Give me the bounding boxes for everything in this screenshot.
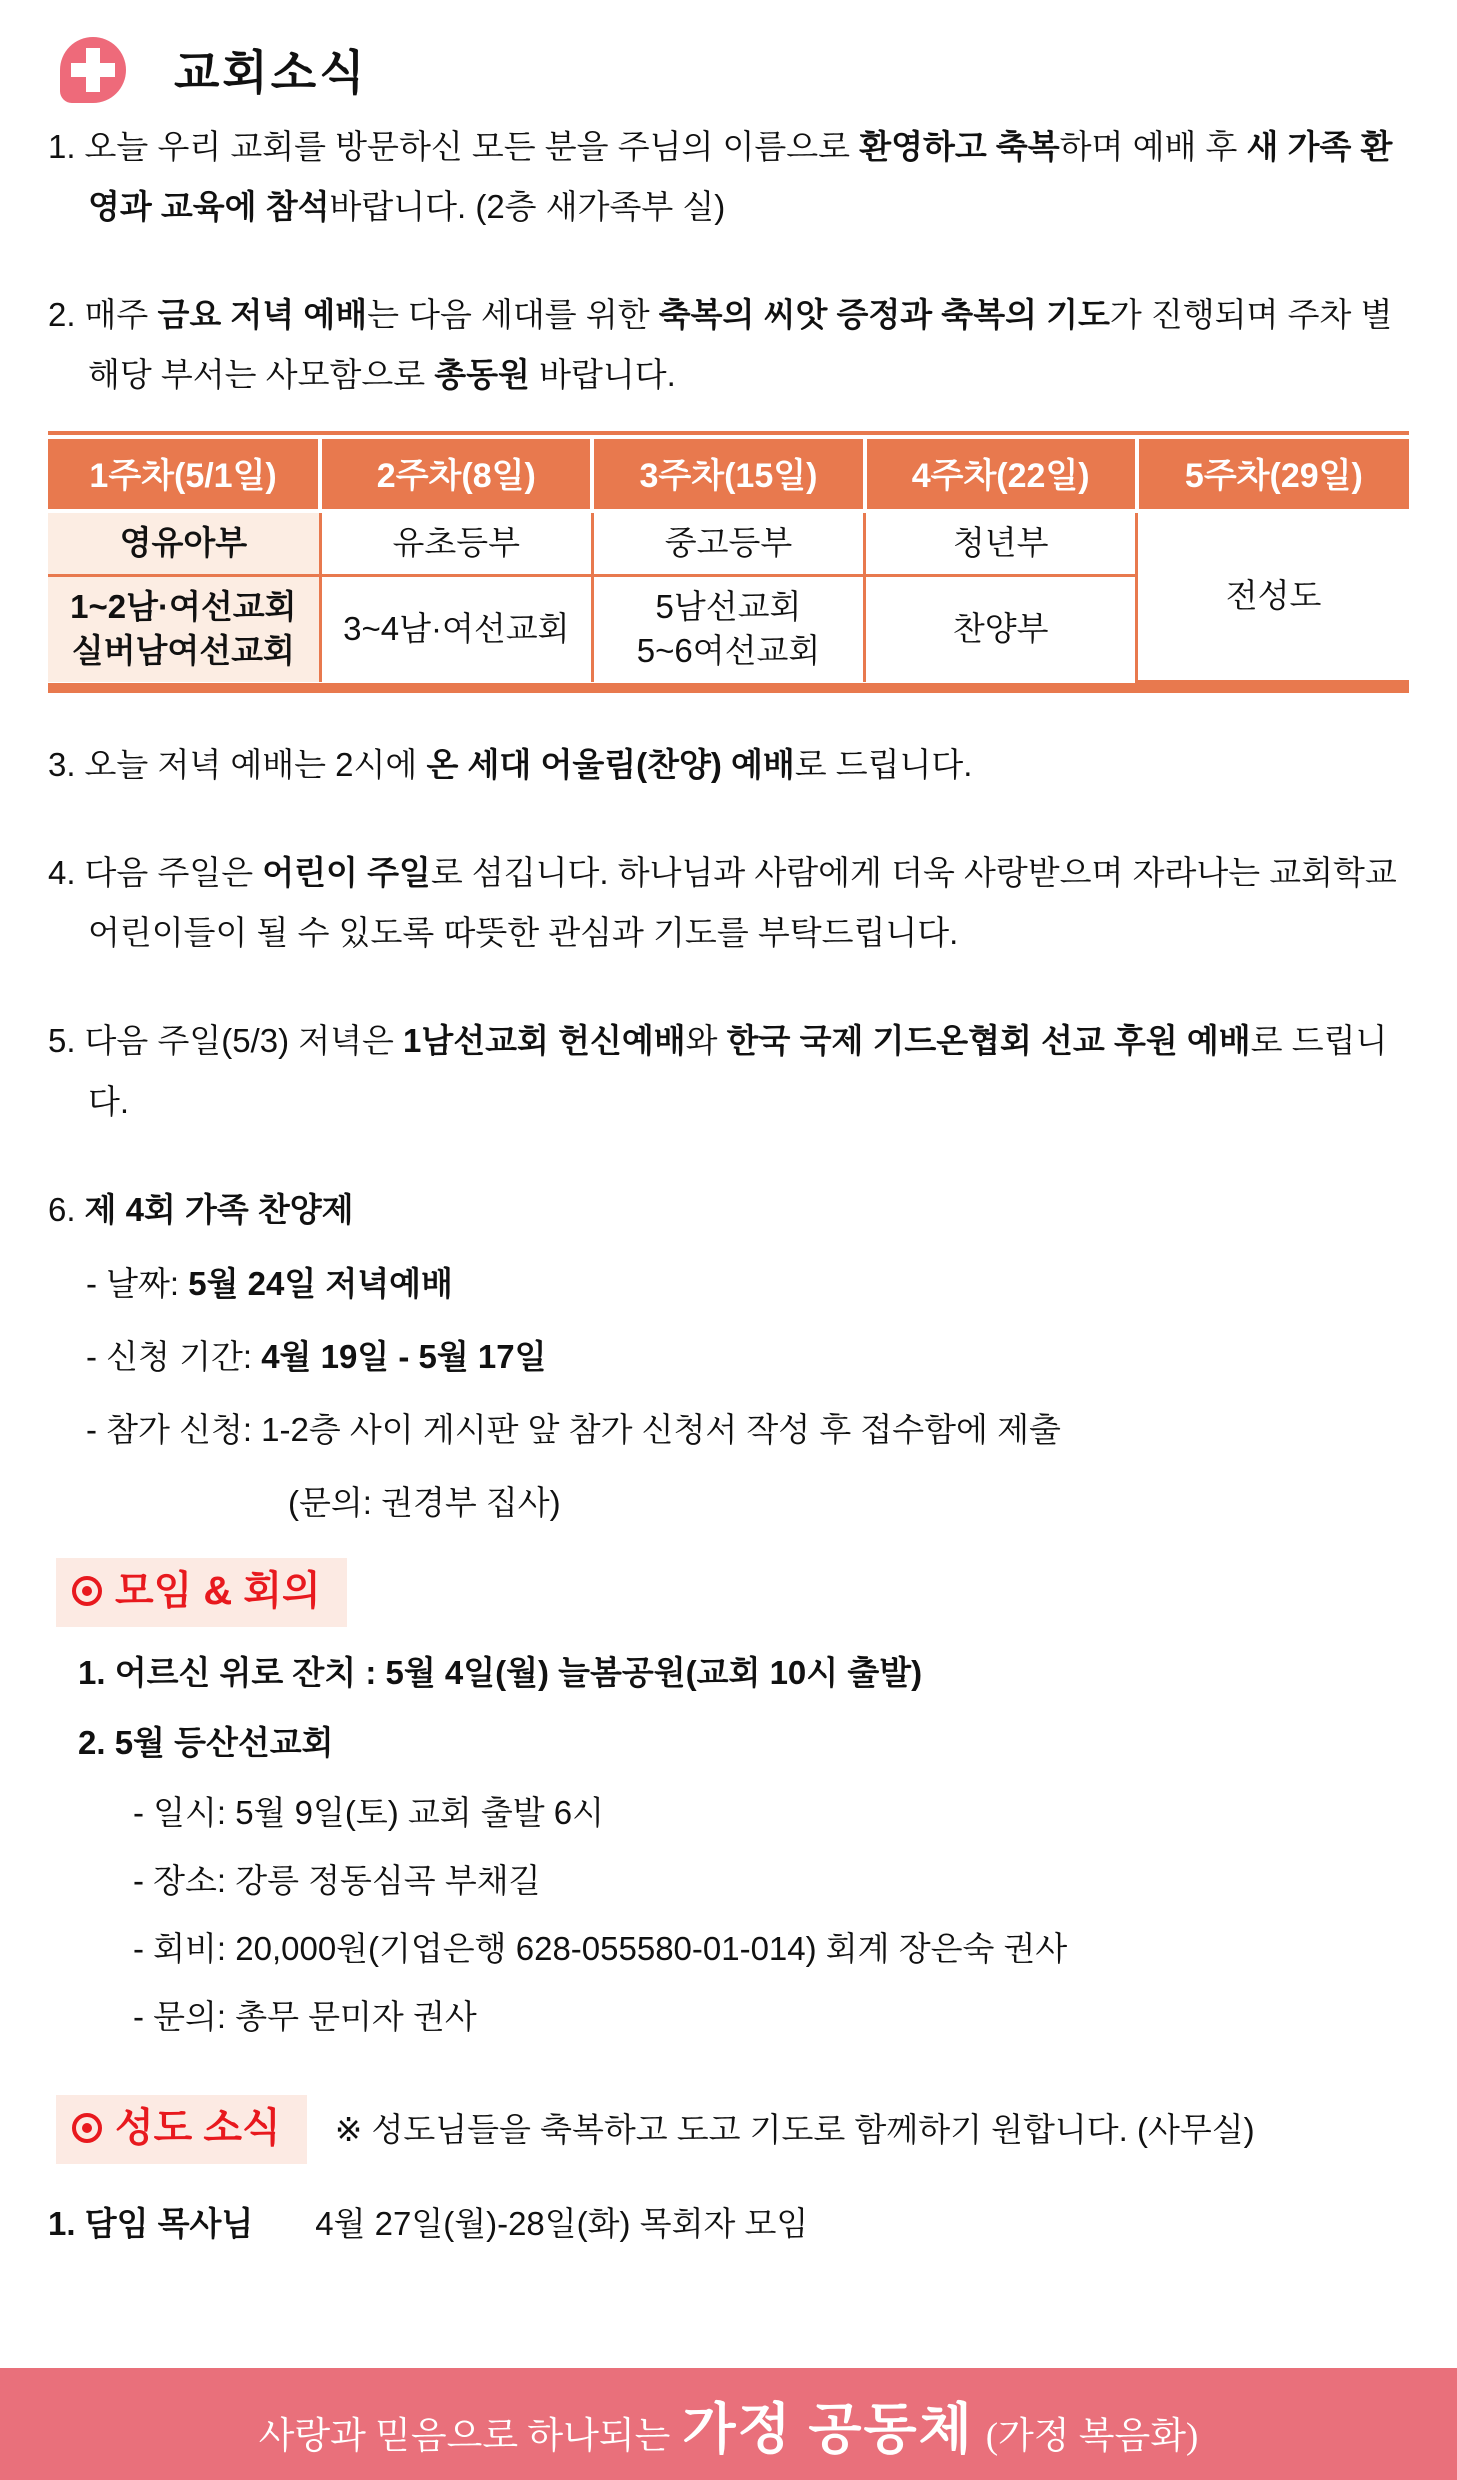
text-segment: 가 진행되며 주차 별 해당 부서는 사모함으로	[88, 296, 1393, 394]
meetings-heading-label: 모임 & 회의	[115, 1568, 321, 1613]
church-news-header	[60, 36, 1409, 103]
detail-inquiry	[48, 1473, 1409, 1533]
item-number: 2.	[48, 296, 76, 334]
text-segment: 로 드립니다.	[88, 1022, 1388, 1120]
table-cell: 1~2남·여선교회 실버남여선교회	[48, 575, 320, 682]
item-text	[85, 1191, 354, 1228]
text-segment: 오늘 우리 교회를 방문하신 모든 분을 주님의 이름으로	[84, 128, 860, 165]
footer-emphasis: 가정 공동체	[682, 2398, 974, 2460]
text-segment: - 신청 기간:	[86, 1337, 262, 1375]
text-segment: 하며 예배 후	[1059, 128, 1247, 165]
table-cell: 영유아부	[48, 511, 320, 575]
news-item-1	[48, 117, 1409, 237]
item-number: 4.	[48, 854, 76, 892]
news-item-3	[48, 735, 1409, 795]
table-cell: 5남선교회 5~6여선교회	[592, 575, 864, 682]
text-segment: 다음 주일은	[84, 854, 263, 892]
text-segment: 2. 5월 등산선교회	[78, 1723, 334, 1761]
members-section	[48, 2095, 1409, 2254]
weekly-schedule-table	[48, 439, 1409, 683]
text-segment: 금요 저녁 예배	[157, 296, 368, 334]
text-segment: 한국 국제 기드온협회 선교 후원 예배	[726, 1022, 1251, 1060]
bullseye-icon	[72, 2113, 102, 2143]
table-cell: 3~4남·여선교회	[320, 575, 592, 682]
text-segment: 총동원	[434, 356, 530, 394]
text-segment: 온 세대 어울림(찬양) 예배	[426, 746, 795, 784]
text-segment: 1남선교회 헌신예배	[403, 1022, 686, 1060]
item-number: 3.	[48, 746, 76, 784]
text-segment: 어린이 주일	[262, 854, 431, 892]
text-segment: 4월 27일(월)-28일(화) 목회자 모임	[315, 2205, 809, 2243]
item-text	[85, 1022, 1388, 1119]
members-heading-label: 성도 소식	[115, 2106, 281, 2151]
text-segment: 다음 주일(5/3) 저녁은	[84, 1022, 404, 1060]
footer-prefix: 사랑과 믿음으로 하나되는	[258, 2415, 671, 2457]
item-text	[85, 746, 973, 783]
col-header-week4: 4주차(22일)	[865, 439, 1137, 511]
news-item-4	[48, 843, 1409, 963]
hiking-where: - 장소: 강릉 정동심곡 부채길	[133, 1861, 541, 1899]
hiking-fee: - 회비: 20,000원(기업은행 628-055580-01-014) 회계 장은숙 권사	[133, 1929, 1068, 1967]
text-segment: 새 가족 환영과 교육에 참석	[88, 128, 1393, 226]
table-header-row	[48, 439, 1409, 511]
text-segment: 매주	[84, 296, 158, 334]
text-segment: 4월 19일 - 5월 17일	[261, 1337, 547, 1375]
cross-icon-horizontal-bar	[71, 63, 115, 77]
text-segment: 바랍니다.	[529, 356, 676, 394]
member-item-1	[48, 2194, 1409, 2254]
meeting-item-1	[48, 1643, 1409, 1703]
text-segment: - 날짜:	[86, 1264, 189, 1302]
table-cell: 찬양부	[865, 575, 1137, 682]
text-segment: 축복의 씨앗 증정과 축복의 기도	[658, 296, 1110, 334]
text-segment: 와	[685, 1022, 727, 1060]
news-item-6	[48, 1180, 1409, 1240]
table-cell: 청년부	[865, 511, 1137, 575]
text-segment: 환영하고 축복	[859, 128, 1060, 165]
members-heading	[56, 2095, 307, 2164]
weekly-schedule-table-wrap	[48, 431, 1409, 693]
item-number: 5.	[48, 1022, 76, 1060]
item-text	[85, 128, 1393, 225]
family-praise-details	[48, 1254, 1409, 1533]
text-segment: (문의: 권경부 집사)	[288, 1483, 561, 1521]
meetings-section	[48, 1546, 1409, 2047]
hiking-mission-details	[48, 1783, 1409, 2047]
footer-suffix: (가정 복음화)	[985, 2415, 1199, 2457]
text-segment: 1. 담임 목사님	[48, 2205, 254, 2243]
news-item-5	[48, 1011, 1409, 1131]
text-segment: 1. 어르신 위로 잔치 : 5월 4일(월) 늘봄공원(교회 10시 출발)	[78, 1653, 923, 1691]
col-header-week5: 5주차(29일)	[1137, 439, 1409, 511]
footer-banner	[0, 2368, 1457, 2480]
news-item-2	[48, 285, 1409, 405]
detail-apply-how	[48, 1400, 1409, 1460]
text-segment: 로 섬깁니다. 하나님과 사람에게 더욱 사랑받으며 자라나는 교회학교 어린이들이 될 수 있도록 따뜻한 관심과 기도를 부탁드립니다.	[88, 854, 1397, 952]
col-header-week2: 2주차(8일)	[320, 439, 592, 511]
meetings-heading	[56, 1558, 347, 1627]
text-segment: 는 다음 세대를 위한	[367, 296, 659, 334]
text-segment: 5월 24일 저녁예배	[188, 1264, 453, 1302]
footer-text	[259, 2385, 1199, 2464]
hiking-when: - 일시: 5월 9일(토) 교회 출발 6시	[133, 1793, 604, 1831]
meeting-item-2	[48, 1713, 1409, 1773]
text-segment: 바랍니다. (2층 새가족부 실)	[329, 188, 726, 226]
table-top-border	[48, 431, 1409, 435]
members-heading-row	[48, 2095, 1409, 2164]
detail-apply-period	[48, 1327, 1409, 1387]
bullseye-icon	[72, 1576, 102, 1606]
item-number: 6.	[48, 1190, 76, 1228]
cross-icon	[60, 37, 126, 103]
table-cell: 유초등부	[320, 511, 592, 575]
col-header-week1: 1주차(5/1일)	[48, 439, 320, 511]
item-text	[85, 296, 1393, 393]
item-text	[85, 854, 1397, 951]
table-cell: 중고등부	[592, 511, 864, 575]
page-title: 교회소식	[174, 46, 368, 99]
table-cell-merged: 전성도	[1137, 511, 1409, 682]
text-segment: 오늘 저녁 예배는 2시에	[84, 746, 427, 784]
hiking-contact: - 문의: 총무 문미자 권사	[133, 1998, 477, 2036]
members-note: ※ 성도님들을 축복하고 도고 기도로 함께하기 원합니다. (사무실)	[334, 2110, 1255, 2148]
table-row	[48, 511, 1409, 575]
col-header-week3: 3주차(15일)	[592, 439, 864, 511]
text-segment: - 참가 신청: 1-2층 사이 게시판 앞 참가 신청서 작성 후 접수함에 제출	[86, 1410, 1061, 1448]
text-segment: 로 드립니다.	[794, 746, 973, 784]
text-segment: 제 4회 가족 찬양제	[84, 1190, 354, 1228]
item-number: 1.	[48, 128, 76, 165]
detail-date	[48, 1254, 1409, 1314]
